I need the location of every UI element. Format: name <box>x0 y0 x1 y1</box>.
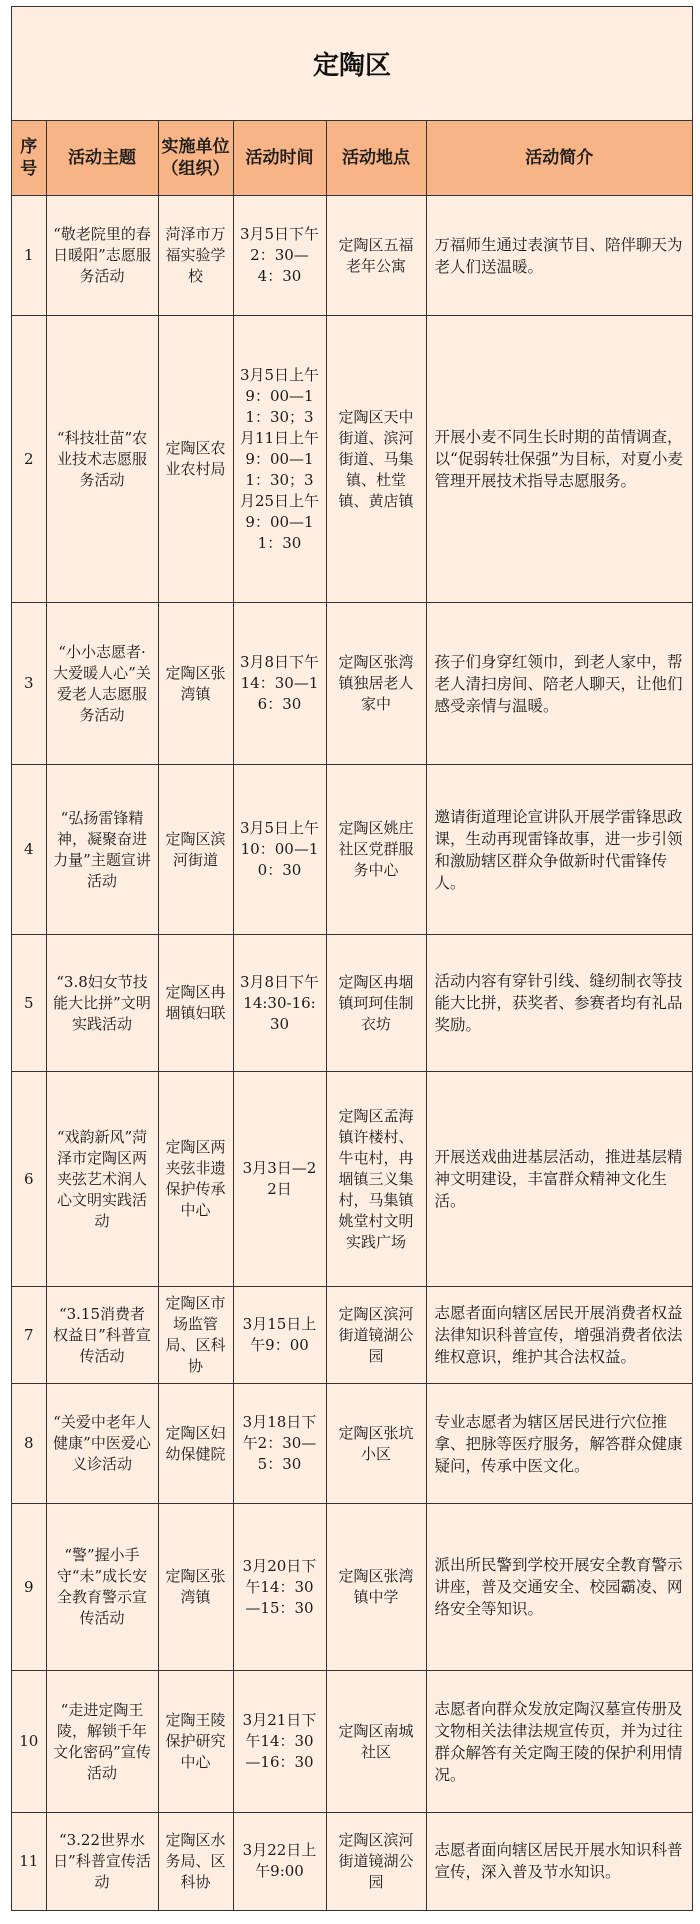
header-no: 序号 <box>12 121 46 196</box>
activity-intro: 志愿者面向辖区居民开展水知识科普宣传，深入普及节水知识。 <box>426 1813 692 1910</box>
activity-time: 3月8日下午14:30-16:30 <box>233 935 326 1072</box>
activity-place: 定陶区南城社区 <box>326 1671 426 1813</box>
activity-theme: “戏韵新风”菏泽市定陶区两夹弦艺术润人心文明实践活动 <box>46 1072 158 1287</box>
activity-place: 定陶区天中街道、滨河街道、马集镇、杜堂镇、黄店镇 <box>326 316 426 603</box>
activity-org: 定陶区两夹弦非遗保护传承中心 <box>158 1072 233 1287</box>
activity-time: 3月8日下午14：30—16：30 <box>233 603 326 765</box>
activity-theme: “3.8妇女节技能大比拼”文明实践活动 <box>46 935 158 1072</box>
activity-time: 3月5日下午2：30—4：30 <box>233 196 326 316</box>
header-place: 活动地点 <box>326 121 426 196</box>
activity-place: 定陶区张坑小区 <box>326 1384 426 1504</box>
activity-intro: 志愿者向群众发放定陶汉墓宣传册及文物相关法律法规宣传页，并为过往群众解答有关定陶王陵的保护利用情况。 <box>426 1671 692 1813</box>
row-number: 2 <box>12 316 46 603</box>
table-row <box>12 1813 692 1910</box>
row-number: 11 <box>12 1813 46 1910</box>
table-row <box>12 1287 692 1384</box>
activity-place: 定陶区姚庄社区党群服务中心 <box>326 765 426 935</box>
activity-time: 3月21日下午14：30—16：30 <box>233 1671 326 1813</box>
row-number: 6 <box>12 1072 46 1287</box>
table-row <box>12 1504 692 1671</box>
table-row <box>12 935 692 1072</box>
activity-org: 定陶王陵保护研究中心 <box>158 1671 233 1813</box>
activity-place: 定陶区五福老年公寓 <box>326 196 426 316</box>
header-org: 实施单位（组织） <box>158 121 233 196</box>
table-row <box>12 1671 692 1813</box>
activity-org: 定陶区滨河街道 <box>158 765 233 935</box>
activity-org: 定陶区张湾镇 <box>158 1504 233 1671</box>
activity-time: 3月3日—22日 <box>233 1072 326 1287</box>
row-number: 4 <box>12 765 46 935</box>
row-number: 1 <box>12 196 46 316</box>
activity-intro: 万福师生通过表演节目、陪伴聊天为老人们送温暖。 <box>426 196 692 316</box>
activity-intro: 邀请街道理论宣讲队开展学雷锋思政课，生动再现雷锋故事，进一步引领和激励辖区群众争做新时代雷锋传人。 <box>426 765 692 935</box>
activity-place: 定陶区孟海镇许楼村、牛屯村，冉堌镇三义集村，马集镇姚堂村文明实践广场 <box>326 1072 426 1287</box>
activity-time: 3月22日上午9:00 <box>233 1813 326 1910</box>
activity-intro: 专业志愿者为辖区居民进行穴位推拿、把脉等医疗服务，解答群众健康疑问，传承中医文化。 <box>426 1384 692 1504</box>
table-row <box>12 1384 692 1504</box>
activity-intro: 开展小麦不同生长时期的苗情调查，以“促弱转壮保强”为目标，对夏小麦管理开展技术指导志愿服务。 <box>426 316 692 603</box>
activity-theme: “敬老院里的春日暖阳”志愿服务活动 <box>46 196 158 316</box>
activity-intro: 孩子们身穿红领巾，到老人家中，帮老人清扫房间、陪老人聊天，让他们感受亲情与温暖。 <box>426 603 692 765</box>
activity-theme: “关爱中老年人健康”中医爱心义诊活动 <box>46 1384 158 1504</box>
header-theme: 活动主题 <box>46 121 158 196</box>
table-row <box>12 765 692 935</box>
activity-time: 3月20日下午14：30—15：30 <box>233 1504 326 1671</box>
activity-org: 定陶区冉堌镇妇联 <box>158 935 233 1072</box>
row-number: 5 <box>12 935 46 1072</box>
table-row <box>12 196 692 316</box>
table-row <box>12 603 692 765</box>
activity-time: 3月18日下午2：30—5：30 <box>233 1384 326 1504</box>
activity-org: 菏泽市万福实验学校 <box>158 196 233 316</box>
activity-org: 定陶区市场监管局、区科协 <box>158 1287 233 1384</box>
activity-org: 定陶区妇幼保健院 <box>158 1384 233 1504</box>
page-title: 定陶区 <box>12 7 692 121</box>
activity-table-sheet <box>11 6 693 1911</box>
activity-theme: “科技壮苗”农业技术志愿服务活动 <box>46 316 158 603</box>
activity-place: 定陶区张湾镇独居老人家中 <box>326 603 426 765</box>
activity-intro: 开展送戏曲进基层活动，推进基层精神文明建设，丰富群众精神文化生活。 <box>426 1072 692 1287</box>
activity-intro: 派出所民警到学校开展安全教育警示讲座，普及交通安全、校园霸凌、网络安全等知识。 <box>426 1504 692 1671</box>
activity-intro: 志愿者面向辖区居民开展消费者权益法律知识科普宣传，增强消费者依法维权意识，维护其合法权益。 <box>426 1287 692 1384</box>
activity-table <box>12 121 692 1910</box>
header-intro: 活动简介 <box>426 121 692 196</box>
header-time: 活动时间 <box>233 121 326 196</box>
activity-place: 定陶区滨河街道镜湖公园 <box>326 1813 426 1910</box>
activity-theme: “警”握小手 守“未”成长安全教育警示宣传活动 <box>46 1504 158 1671</box>
row-number: 9 <box>12 1504 46 1671</box>
row-number: 8 <box>12 1384 46 1504</box>
activity-org: 定陶区张湾镇 <box>158 603 233 765</box>
activity-intro: 活动内容有穿针引线、缝纫制衣等技能大比拼，获奖者、参赛者均有礼品奖励。 <box>426 935 692 1072</box>
table-header-row <box>12 121 692 196</box>
activity-time: 3月5日上午10：00—10：30 <box>233 765 326 935</box>
activity-time: 3月5日上午9：00—11：30；3月11日上午9：00—11：30；3月25日上午9：00—11：30 <box>233 316 326 603</box>
activity-org: 定陶区农业农村局 <box>158 316 233 603</box>
activity-theme: “3.15消费者权益日”科普宣传活动 <box>46 1287 158 1384</box>
row-number: 7 <box>12 1287 46 1384</box>
activity-theme: “3.22世界水日”科普宣传活动 <box>46 1813 158 1910</box>
activity-org: 定陶区水务局、区科协 <box>158 1813 233 1910</box>
table-row <box>12 316 692 603</box>
row-number: 10 <box>12 1671 46 1813</box>
table-row <box>12 1072 692 1287</box>
activity-theme: “弘扬雷锋精神，凝聚奋进力量”主题宣讲活动 <box>46 765 158 935</box>
activity-place: 定陶区冉堌镇珂珂佳制衣坊 <box>326 935 426 1072</box>
activity-place: 定陶区滨河街道镜湖公园 <box>326 1287 426 1384</box>
activity-time: 3月15日上午9：00 <box>233 1287 326 1384</box>
row-number: 3 <box>12 603 46 765</box>
activity-theme: “走进定陶王陵，解锁千年文化密码”宣传活动 <box>46 1671 158 1813</box>
activity-place: 定陶区张湾镇中学 <box>326 1504 426 1671</box>
activity-theme: “小小志愿者·大爱暖人心”关爱老人志愿服务活动 <box>46 603 158 765</box>
